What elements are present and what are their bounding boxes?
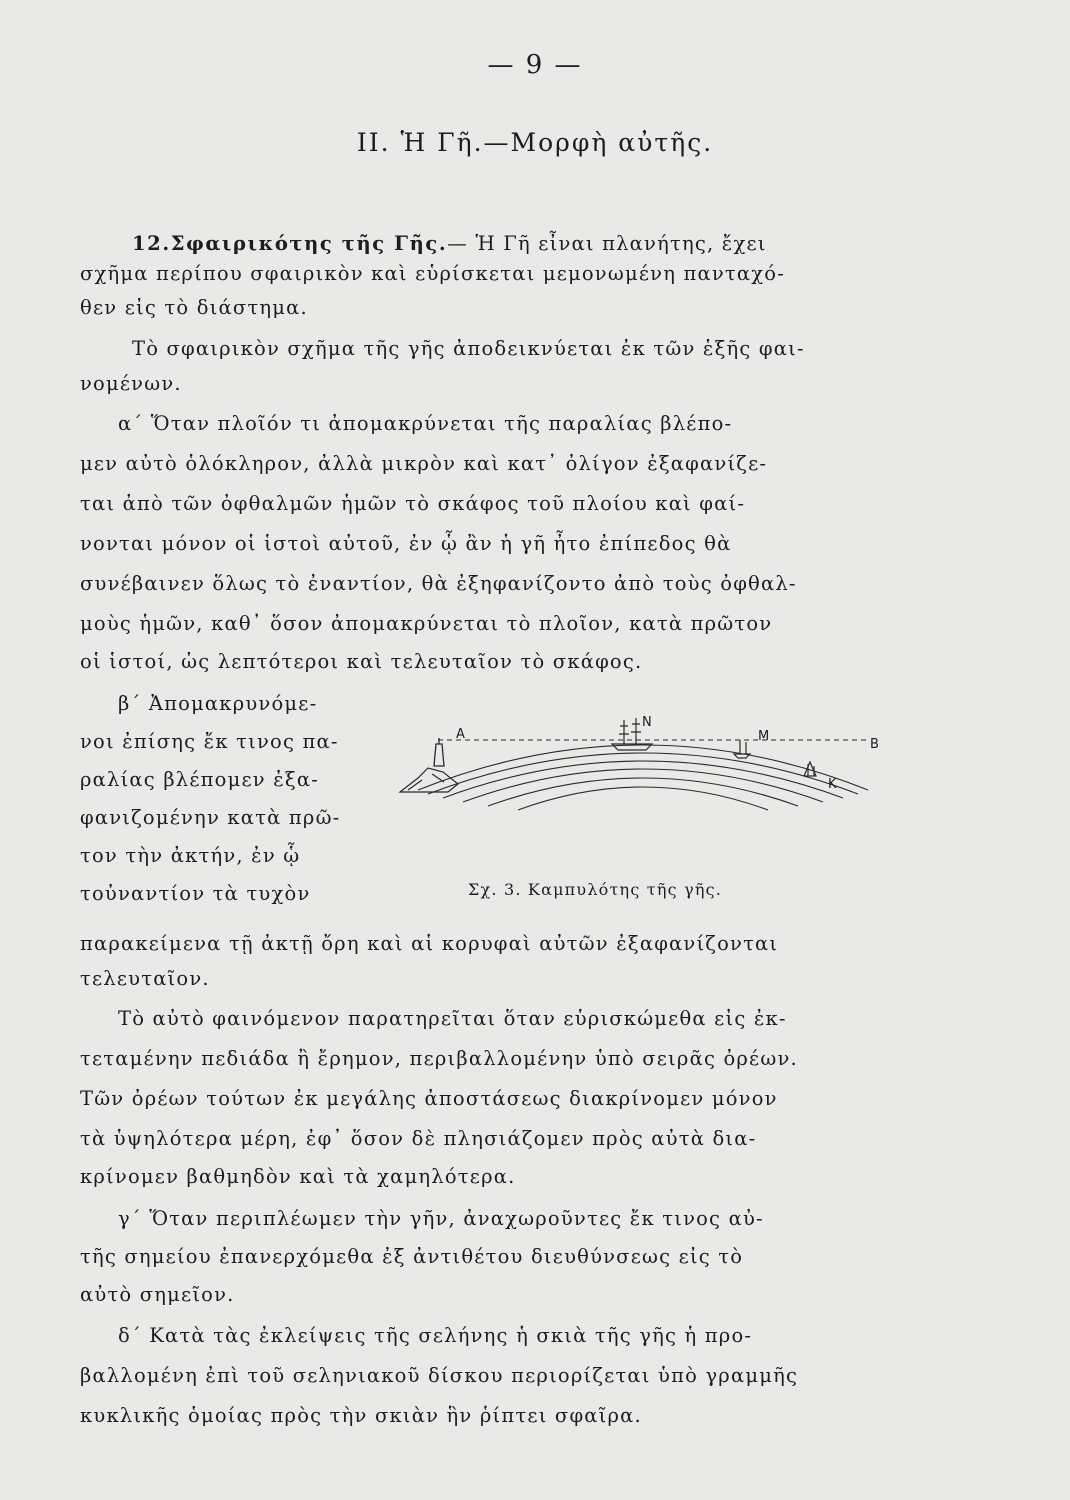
paragraph-line: ραλίας βλέπομεν ἐξα- bbox=[80, 768, 320, 791]
paragraph-line: τὰ ὑψηλότερα μέρη, ἐφ᾽ ὅσον δὲ πλησιάζομεν πρὸς αὐτὰ δια- bbox=[80, 1127, 757, 1150]
section-heading: 12.Σφαιρικότης τῆς Γῆς. bbox=[132, 232, 448, 255]
paragraph-line: — Ἡ Γῆ εἶναι πλανήτης, ἔχει bbox=[447, 232, 767, 255]
point-label: A bbox=[456, 727, 465, 742]
chapter-title: II. Ἡ Γῆ.—Μορφὴ αὐτῆς. bbox=[356, 128, 714, 157]
paragraph-line: αὐτὸ σημεῖον. bbox=[80, 1283, 235, 1306]
paragraph-line: κυκλικῆς ὁμοίας πρὸς τὴν σκιὰν ἣν ῥίπτει σφαῖρα. bbox=[80, 1404, 642, 1427]
section-first-line bbox=[132, 230, 767, 258]
paragraph-line: νοι ἐπίσης ἔκ τινος πα- bbox=[80, 730, 339, 753]
paragraph-line: Τὸ αὐτὸ φαινόμενον παρατηρεῖται ὅταν εὑρισκώμεθα εἰς ἐκ- bbox=[118, 1007, 787, 1030]
paragraph-line: τελευταῖον. bbox=[80, 967, 210, 990]
paragraph-line: Τὸ σφαιρικὸν σχῆμα τῆς γῆς ἀποδεικνύεται ἐκ τῶν ἑξῆς φαι- bbox=[132, 337, 805, 360]
page-number: — 9 — bbox=[487, 50, 583, 80]
paragraph-line: οἱ ἱστοί, ὡς λεπτότεροι καὶ τελευταῖον τὸ σκάφος. bbox=[80, 650, 643, 673]
paragraph-line: μοὺς ἡμῶν, καθ᾽ ὅσον ἀπομακρύνεται τὸ πλοῖον, κατὰ πρῶτον bbox=[80, 612, 773, 635]
paragraph-line: τεταμένην πεδιάδα ἢ ἔρημον, περιβαλλομένην ὑπὸ σειρᾶς ὀρέων. bbox=[80, 1047, 798, 1070]
point-label: N bbox=[642, 715, 652, 730]
paragraph-line: δ΄ Κατὰ τὰς ἐκλείψεις τῆς σελήνης ἡ σκιὰ τῆς γῆς ἡ προ- bbox=[118, 1324, 753, 1347]
paragraph-line: τῆς σημείου ἐπανερχόμεθα ἐξ ἀντιθέτου διευθύνσεως εἰς τὸ bbox=[80, 1245, 744, 1268]
paragraph-line: νονται μόνον οἱ ἱστοὶ αὐτοῦ, ἐν ᾧ ἂν ἡ γῆ ἦτο ἐπίπεδος θὰ bbox=[80, 532, 732, 555]
paragraph-line: θεν εἰς τὸ διάστημα. bbox=[80, 296, 308, 319]
paragraph-line: τοὐναντίον τὰ τυχὸν bbox=[80, 882, 311, 905]
paragraph-line: παρακείμενα τῇ ἀκτῇ ὄρη καὶ αἱ κορυφαὶ αὐτῶν ἐξαφανίζονται bbox=[80, 932, 779, 955]
paragraph-line: τον τὴν ἀκτήν, ἐν ᾧ bbox=[80, 844, 301, 867]
point-label: M bbox=[758, 729, 770, 744]
lighthouse-icon bbox=[434, 738, 444, 766]
point-label: K bbox=[828, 777, 837, 792]
paragraph-line: μεν αὐτὸ ὁλόκληρον, ἀλλὰ μικρὸν καὶ κατ᾽ ὀλίγον ἐξαφανίζε- bbox=[80, 452, 768, 475]
earth-curvature-figure bbox=[388, 710, 898, 815]
figure-caption: Σχ. 3. Καμπυλότης τῆς γῆς. bbox=[468, 880, 723, 899]
paragraph-line: φανιζομένην κατὰ πρῶ- bbox=[80, 806, 341, 829]
paragraph-line: Τῶν ὀρέων τούτων ἐκ μεγάλης ἀποστάσεως διακρίνομεν μόνον bbox=[80, 1087, 778, 1110]
sea-curvature-lines bbox=[418, 745, 868, 810]
point-label: B bbox=[870, 737, 879, 752]
paragraph-line: ται ἀπὸ τῶν ὀφθαλμῶν ἡμῶν τὸ σκάφος τοῦ πλοίου καὶ φαί- bbox=[80, 492, 746, 515]
paragraph-line: γ΄ Ὅταν περιπλέωμεν τὴν γῆν, ἀναχωροῦντες ἔκ τινος αὐ- bbox=[118, 1207, 764, 1230]
paragraph-line: νομένων. bbox=[80, 372, 182, 395]
paragraph-line: α΄ Ὅταν πλοῖόν τι ἀπομακρύνεται τῆς παραλίας βλέπο- bbox=[118, 412, 733, 435]
paragraph-line: β΄ Ἀπομακρυνόμε- bbox=[118, 692, 318, 715]
paragraph-line: σχῆμα περίπου σφαιρικὸν καὶ εὑρίσκεται μεμονωμένη πανταχό- bbox=[80, 262, 786, 285]
paragraph-line: κρίνομεν βαθμηδὸν καὶ τὰ χαμηλότερα. bbox=[80, 1165, 516, 1188]
ship-icon bbox=[734, 740, 750, 758]
coast-rocks bbox=[400, 768, 458, 792]
paragraph-line: συνέβαινεν ὅλως τὸ ἐναντίον, θὰ ἐξηφανίζοντο ἀπὸ τοὺς ὀφθαλ- bbox=[80, 572, 797, 595]
paragraph-line: βαλλομένη ἐπὶ τοῦ σεληνιακοῦ δίσκου περιορίζεται ὑπὸ γραμμῆς bbox=[80, 1364, 799, 1387]
